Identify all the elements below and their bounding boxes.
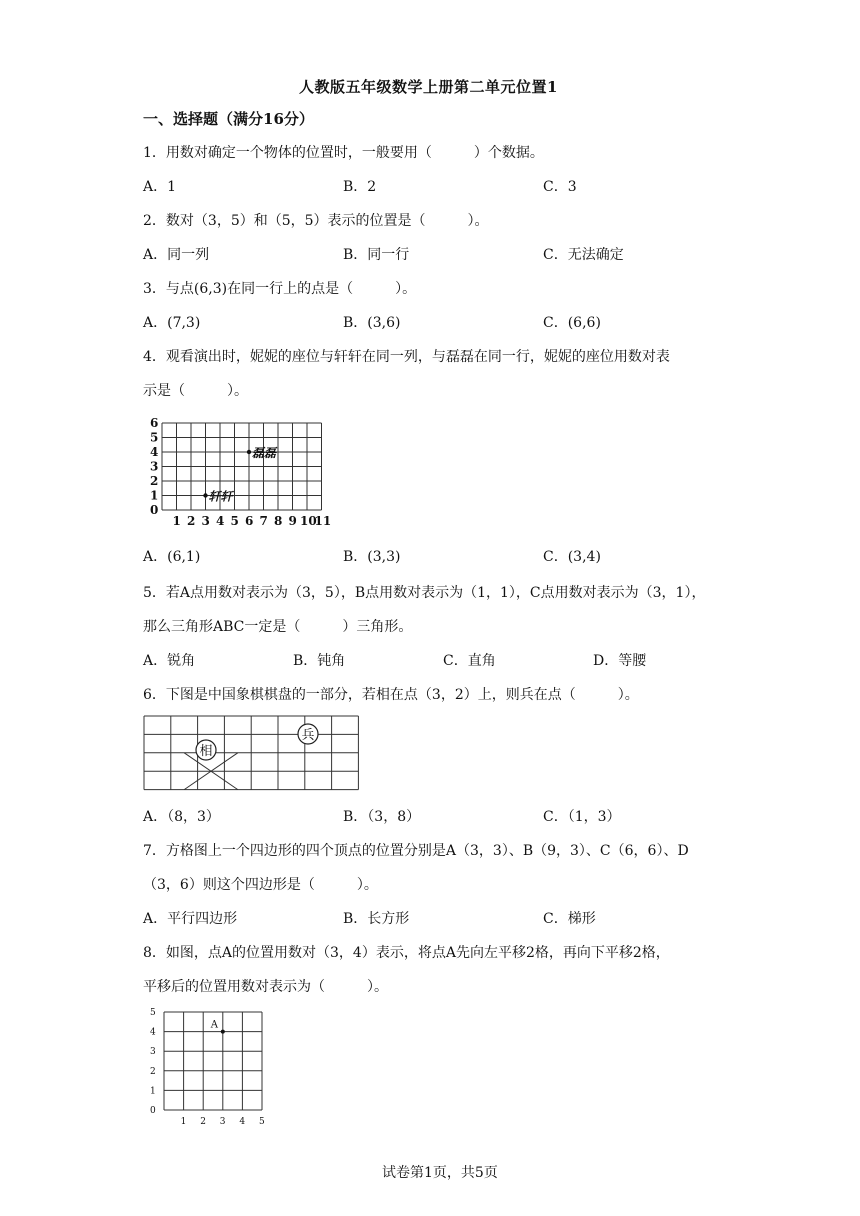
page-title: 人教版五年级数学上册第二单元位置1 [299, 78, 558, 96]
point-a-label: A [210, 1019, 219, 1031]
q6-option-c: C．（1，3） [543, 809, 621, 825]
q4-option-a: A．(6,1) [143, 549, 201, 565]
x-tick-label: 1 [180, 1117, 187, 1127]
q1-option-c: C．3 [543, 179, 577, 195]
question-7-line-2: （3，6）则这个四边形是（ ）。 [143, 877, 378, 893]
q4-option-b: B．(3,3) [343, 549, 401, 565]
x-tick-label: 7 [259, 514, 268, 528]
x-tick-label: 6 [245, 514, 254, 528]
q4-seat-grid-figure [140, 412, 340, 530]
q3-option-a: A．(7,3) [143, 315, 201, 331]
q1-option-b: B．2 [343, 179, 377, 195]
point-label: 轩轩 [208, 489, 233, 504]
q3-option-c: C．(6,6) [543, 315, 601, 331]
x-tick-label: 1 [172, 514, 181, 528]
q5-option-d: D．等腰 [593, 653, 647, 669]
xiang-piece [196, 740, 216, 760]
page-footer: 试卷第1页，共5页 [382, 1165, 498, 1181]
point-a-marker [221, 1030, 225, 1034]
y-tick-label: 6 [150, 416, 159, 430]
question-1-text: 1．用数对确定一个物体的位置时，一般要用（ ）个数据。 [143, 145, 544, 161]
section-heading: 一、选择题（满分16分） [143, 110, 314, 128]
q5-option-b: B．钝角 [293, 653, 346, 669]
y-tick-label: 5 [150, 1008, 156, 1018]
question-7-line-1: 7．方格图上一个四边形的四个顶点的位置分别是A（3，3）、B（9，3）、C（6，6）、D [143, 843, 689, 859]
bing-piece [298, 724, 318, 744]
y-tick-label: 4 [150, 1027, 156, 1038]
x-tick-label: 11 [314, 514, 332, 528]
q2-option-a: A．同一列 [143, 247, 210, 263]
question-8-line-1: 8．如图，点A的位置用数对（3，4）表示，将点A先向左平移2格，再向下平移2格， [143, 945, 670, 961]
q5-option-c: C．直角 [443, 653, 496, 669]
x-tick-label: 2 [187, 514, 196, 528]
question-2-text: 2．数对（3，5）和（5，5）表示的位置是（ ）。 [143, 213, 489, 229]
question-4-line-2: 示是（ ）。 [143, 383, 248, 399]
question-4-line-1: 4．观看演出时，妮妮的座位与轩轩在同一列，与磊磊在同一行，妮妮的座位用数对表 [143, 349, 670, 365]
q1-option-a: A．1 [143, 179, 177, 195]
y-tick-label: 1 [150, 488, 159, 503]
q6-chessboard-figure [140, 712, 362, 792]
y-tick-label: 2 [150, 1066, 156, 1077]
x-tick-label: 5 [230, 514, 239, 528]
x-tick-label: 9 [288, 514, 297, 528]
x-tick-label: 3 [219, 1117, 226, 1127]
q5-option-a: A．锐角 [143, 653, 196, 669]
y-tick-label: 2 [150, 474, 159, 488]
q8-grid-figure [144, 1006, 274, 1128]
q6-option-b: B．（3，8） [343, 809, 421, 825]
x-tick-label: 10 [300, 514, 317, 528]
q7-option-a: A．平行四边形 [143, 911, 238, 927]
q7-option-c: C．梯形 [543, 911, 596, 927]
y-tick-label: 1 [150, 1086, 156, 1097]
q4-option-c: C．(3,4) [543, 549, 601, 565]
question-5-line-1: 5．若A点用数对表示为（3，5），B点用数对表示为（1，1），C点用数对表示为（3，1）， [143, 585, 706, 601]
x-tick-label: 2 [200, 1117, 206, 1127]
x-tick-label: 4 [239, 1117, 246, 1127]
point-marker [203, 493, 207, 497]
question-8-line-2: 平移后的位置用数对表示为（ ）。 [143, 979, 388, 995]
x-tick-label: 5 [259, 1117, 265, 1127]
y-tick-label: 5 [150, 430, 159, 445]
svg-text:相: 相 [199, 744, 213, 759]
y-tick-label: 0 [150, 1106, 156, 1116]
svg-text:兵: 兵 [301, 728, 315, 743]
q3-option-b: B．(3,6) [343, 315, 401, 331]
question-3-text: 3．与点(6,3)在同一行上的点是（ ）。 [143, 281, 417, 297]
point-label: 磊磊 [252, 446, 277, 460]
q2-option-c: C．无法确定 [543, 247, 624, 263]
x-tick-label: 8 [274, 514, 283, 528]
x-tick-label: 3 [201, 514, 210, 528]
y-tick-label: 0 [150, 503, 159, 517]
question-5-line-2: 那么三角形ABC一定是（ ）三角形。 [143, 619, 413, 635]
question-6-text: 6．下图是中国象棋棋盘的一部分，若相在点（3，2）上，则兵在点（ ）。 [143, 687, 639, 703]
q7-option-b: B．长方形 [343, 911, 410, 927]
y-tick-label: 3 [150, 1047, 156, 1058]
y-tick-label: 3 [150, 459, 159, 474]
point-marker [247, 450, 251, 454]
x-tick-label: 4 [216, 514, 225, 528]
q2-option-b: B．同一行 [343, 247, 410, 263]
y-tick-label: 4 [150, 445, 159, 459]
q6-option-a: A．（8，3） [143, 809, 220, 825]
